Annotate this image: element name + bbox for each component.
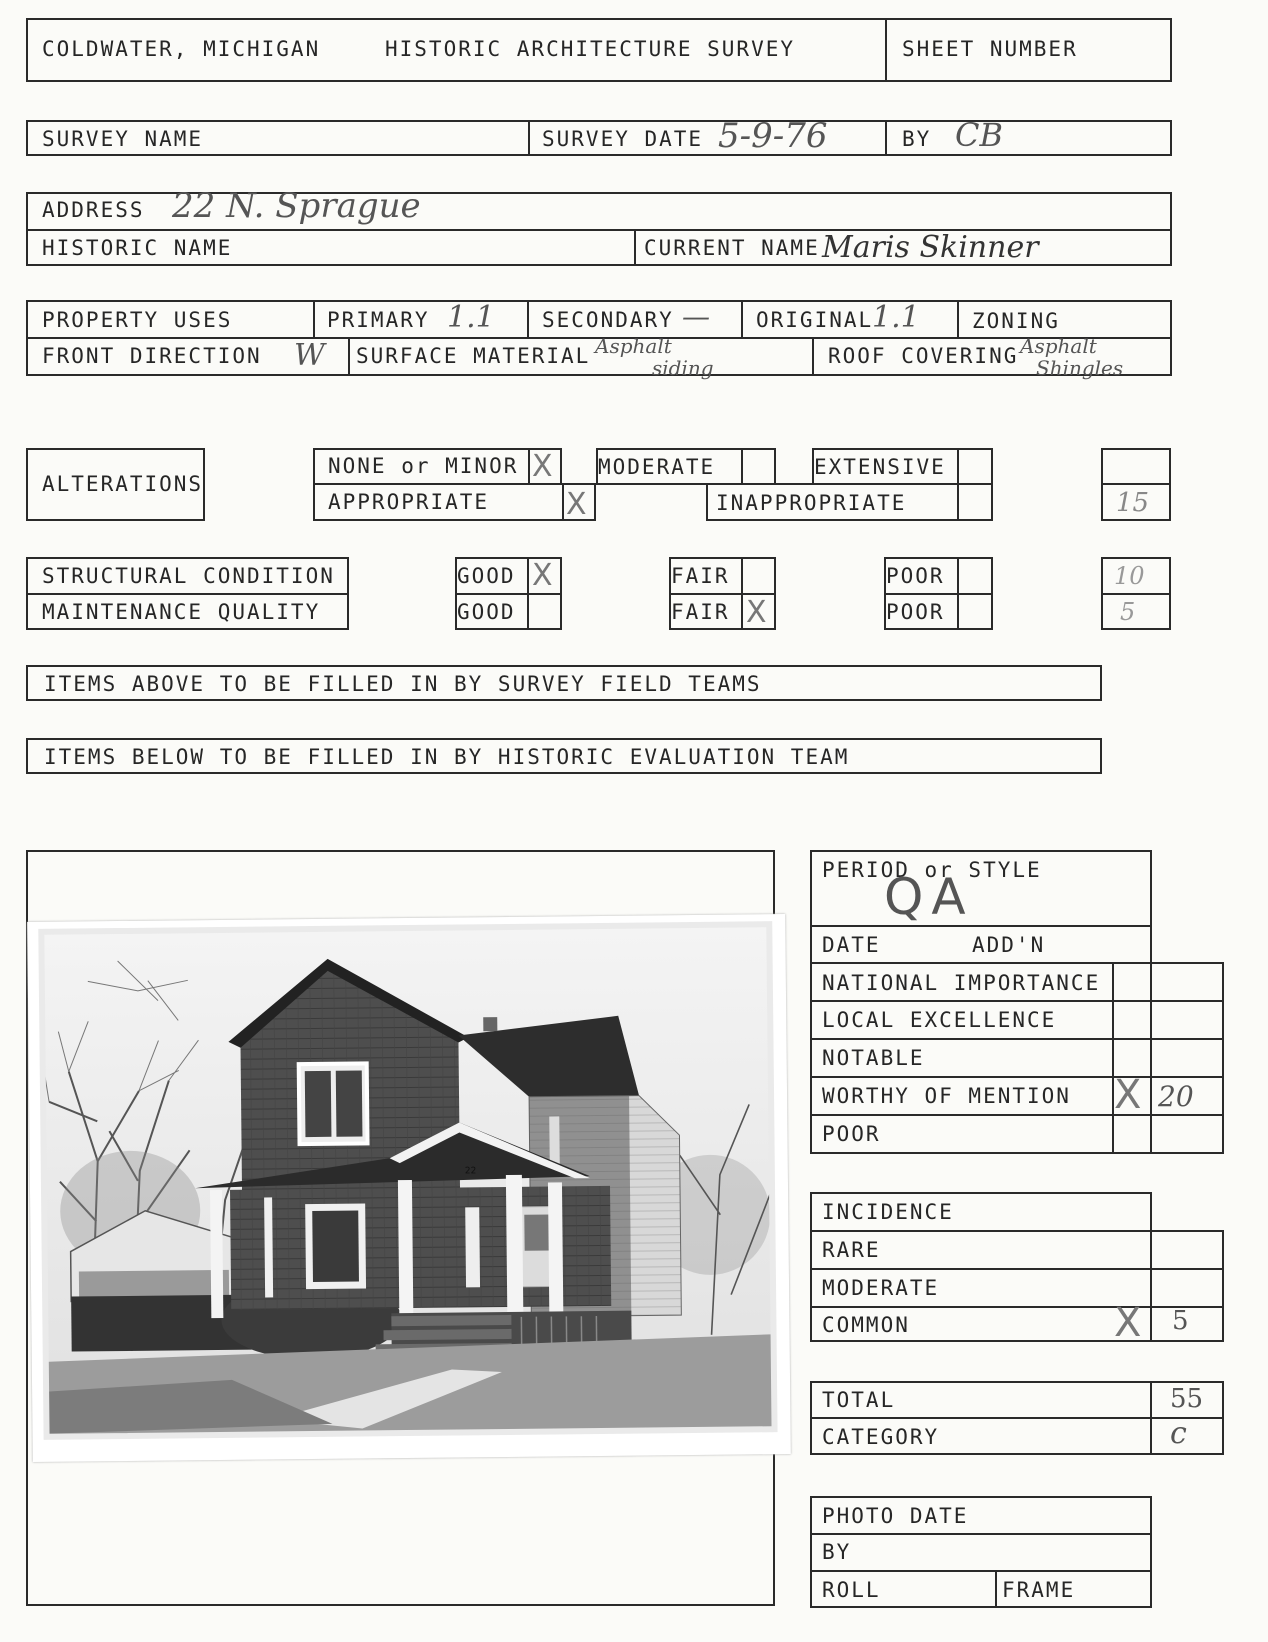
period-style-label: PERIOD or STYLE [822, 858, 1042, 882]
alterations-label: ALTERATIONS [42, 472, 204, 496]
inc-row-1 [810, 1230, 1152, 1232]
surface-material-label: SURFACE MATERIAL [356, 344, 591, 368]
property-uses-label: PROPERTY USES [42, 308, 233, 332]
national-importance-label: NATIONAL IMPORTANCE [822, 971, 1101, 995]
incidence-label: INCIDENCE [822, 1200, 954, 1224]
photo-by-label: BY [822, 1540, 852, 1564]
note-above: ITEMS ABOVE TO BE FILLED IN BY SURVEY FIELD TEAMS [44, 672, 762, 696]
period-divider [810, 925, 1152, 927]
structural-good-label: GOOD [457, 564, 516, 588]
survey-date-label: SURVEY DATE [542, 127, 704, 151]
inc-row-3 [810, 1306, 1224, 1308]
structural-poor-label: POOR [886, 564, 945, 588]
sheet-number-label: SHEET NUMBER [902, 37, 1078, 61]
common-score: 5 [1172, 1306, 1189, 1336]
imp-row-3 [810, 1076, 1224, 1078]
house-photograph [27, 914, 791, 1462]
category-label: CATEGORY [822, 1425, 940, 1449]
roll-frame-divider [995, 1570, 997, 1608]
roof-value-line2: Shingles [1036, 356, 1124, 380]
maintenance-quality-label: MAINTENANCE QUALITY [42, 600, 321, 624]
header-divider [885, 18, 887, 82]
structural-fair-label: FAIR [671, 564, 730, 588]
none-minor-label: NONE or MINOR [328, 454, 519, 478]
prop-div-5 [348, 337, 350, 376]
original-value: 1.1 [872, 300, 920, 335]
condition-score-divider [1101, 593, 1171, 595]
totals-col [1150, 1381, 1152, 1455]
good-divider [455, 593, 562, 595]
common-check: X [1114, 1300, 1142, 1346]
city-label: COLDWATER, MICHIGAN [42, 37, 321, 61]
alterations-score-divider [1101, 483, 1171, 485]
poor-divider [884, 593, 993, 595]
maintenance-good-label: GOOD [457, 600, 516, 624]
fair-check-divider [741, 557, 743, 630]
alt-none-check-divider [528, 448, 530, 485]
structural-good-check: X [532, 558, 553, 593]
zoning-label: ZONING [972, 309, 1060, 333]
primary-value: 1.1 [447, 300, 495, 335]
note-below: ITEMS BELOW TO BE FILLED IN BY HISTORIC EVALUATION TEAM [44, 745, 850, 769]
address-value: 22 N. Sprague [172, 186, 421, 226]
imp-row-1 [810, 1000, 1224, 1002]
date-label: DATE [822, 933, 881, 957]
current-name-value: Maris Skinner [822, 230, 1039, 265]
house-number-text: 22 [464, 1166, 477, 1177]
condition-label-divider [26, 593, 349, 595]
extensive-check-divider [957, 448, 959, 485]
current-name-label: CURRENT NAME [644, 236, 820, 260]
structural-condition-label: STRUCTURAL CONDITION [42, 564, 335, 588]
common-label: COMMON [822, 1313, 910, 1337]
prop-div-4 [957, 300, 959, 337]
period-style-value: QA [884, 868, 974, 926]
original-label: ORIGINAL [756, 308, 874, 332]
prop-div-3 [741, 300, 743, 337]
alt-app-check-divider [562, 483, 564, 521]
photo-date-label: PHOTO DATE [822, 1504, 969, 1528]
rare-label: RARE [822, 1238, 881, 1262]
house-photo-image [27, 914, 791, 1462]
appropriate-check: X [566, 487, 587, 522]
frame-label: FRAME [1002, 1578, 1076, 1602]
front-direction-value: W [294, 338, 325, 373]
survey-by-value: CB [955, 116, 1003, 154]
survey-by-label: BY [902, 127, 932, 151]
address-label: ADDRESS [42, 198, 145, 222]
surface-value-line1: Asphalt [595, 334, 672, 358]
prop-div-6 [812, 337, 814, 376]
category-value: c [1170, 1416, 1187, 1451]
extensive-label: EXTENSIVE [814, 455, 946, 479]
structural-score: 10 [1114, 562, 1145, 590]
inappropriate-label: INAPPROPRIATE [716, 491, 907, 515]
front-direction-label: FRONT DIRECTION [42, 344, 262, 368]
name-divider [634, 229, 636, 266]
maintenance-fair-label: FAIR [671, 600, 730, 624]
inappropriate-check-divider [957, 483, 959, 521]
maintenance-fair-check: X [746, 595, 767, 630]
total-label: TOTAL [822, 1388, 896, 1412]
inc-row-2 [810, 1268, 1224, 1270]
moderate-label: MODERATE [598, 455, 716, 479]
imp-row-4 [810, 1114, 1224, 1116]
worthy-score: 20 [1158, 1080, 1194, 1113]
photo-info-row-1 [810, 1533, 1152, 1535]
historic-name-label: HISTORIC NAME [42, 236, 233, 260]
prop-div-1 [313, 300, 315, 337]
addn-label: ADD'N [972, 933, 1046, 957]
appropriate-label: APPROPRIATE [328, 490, 490, 514]
roof-covering-label: ROOF COVERING [828, 344, 1019, 368]
alterations-score: 15 [1116, 488, 1150, 518]
none-minor-check: X [532, 449, 553, 484]
survey-divider-1 [528, 120, 530, 156]
roof-value-line1: Asphalt [1020, 334, 1097, 358]
survey-name-label: SURVEY NAME [42, 127, 204, 151]
poor-label: POOR [822, 1122, 881, 1146]
surface-value-line2: siding [652, 356, 714, 380]
moderate-check-divider [741, 448, 743, 485]
maintenance-score: 5 [1120, 598, 1136, 626]
survey-divider-2 [885, 120, 887, 156]
local-excellence-label: LOCAL EXCELLENCE [822, 1008, 1057, 1032]
poor-check-divider [957, 557, 959, 630]
photo-info-row-2 [810, 1570, 1152, 1572]
good-check-divider [527, 557, 529, 630]
maintenance-poor-label: POOR [886, 600, 945, 624]
total-value: 55 [1170, 1384, 1204, 1414]
imp-row-2 [810, 1038, 1224, 1040]
secondary-value: — [682, 300, 710, 333]
worthy-of-mention-label: WORTHY OF MENTION [822, 1084, 1071, 1108]
moderate-incidence-label: MODERATE [822, 1276, 940, 1300]
imp-check-col [1112, 962, 1114, 1154]
totals-divider [810, 1417, 1224, 1419]
prop-div-2 [527, 300, 529, 337]
primary-label: PRIMARY [327, 308, 430, 332]
form-title: HISTORIC ARCHITECTURE SURVEY [385, 37, 796, 61]
roll-label: ROLL [822, 1578, 881, 1602]
secondary-label: SECONDARY [542, 308, 674, 332]
survey-date-value: 5-9-76 [718, 116, 828, 156]
notable-label: NOTABLE [822, 1046, 925, 1070]
worthy-check: X [1114, 1072, 1142, 1118]
